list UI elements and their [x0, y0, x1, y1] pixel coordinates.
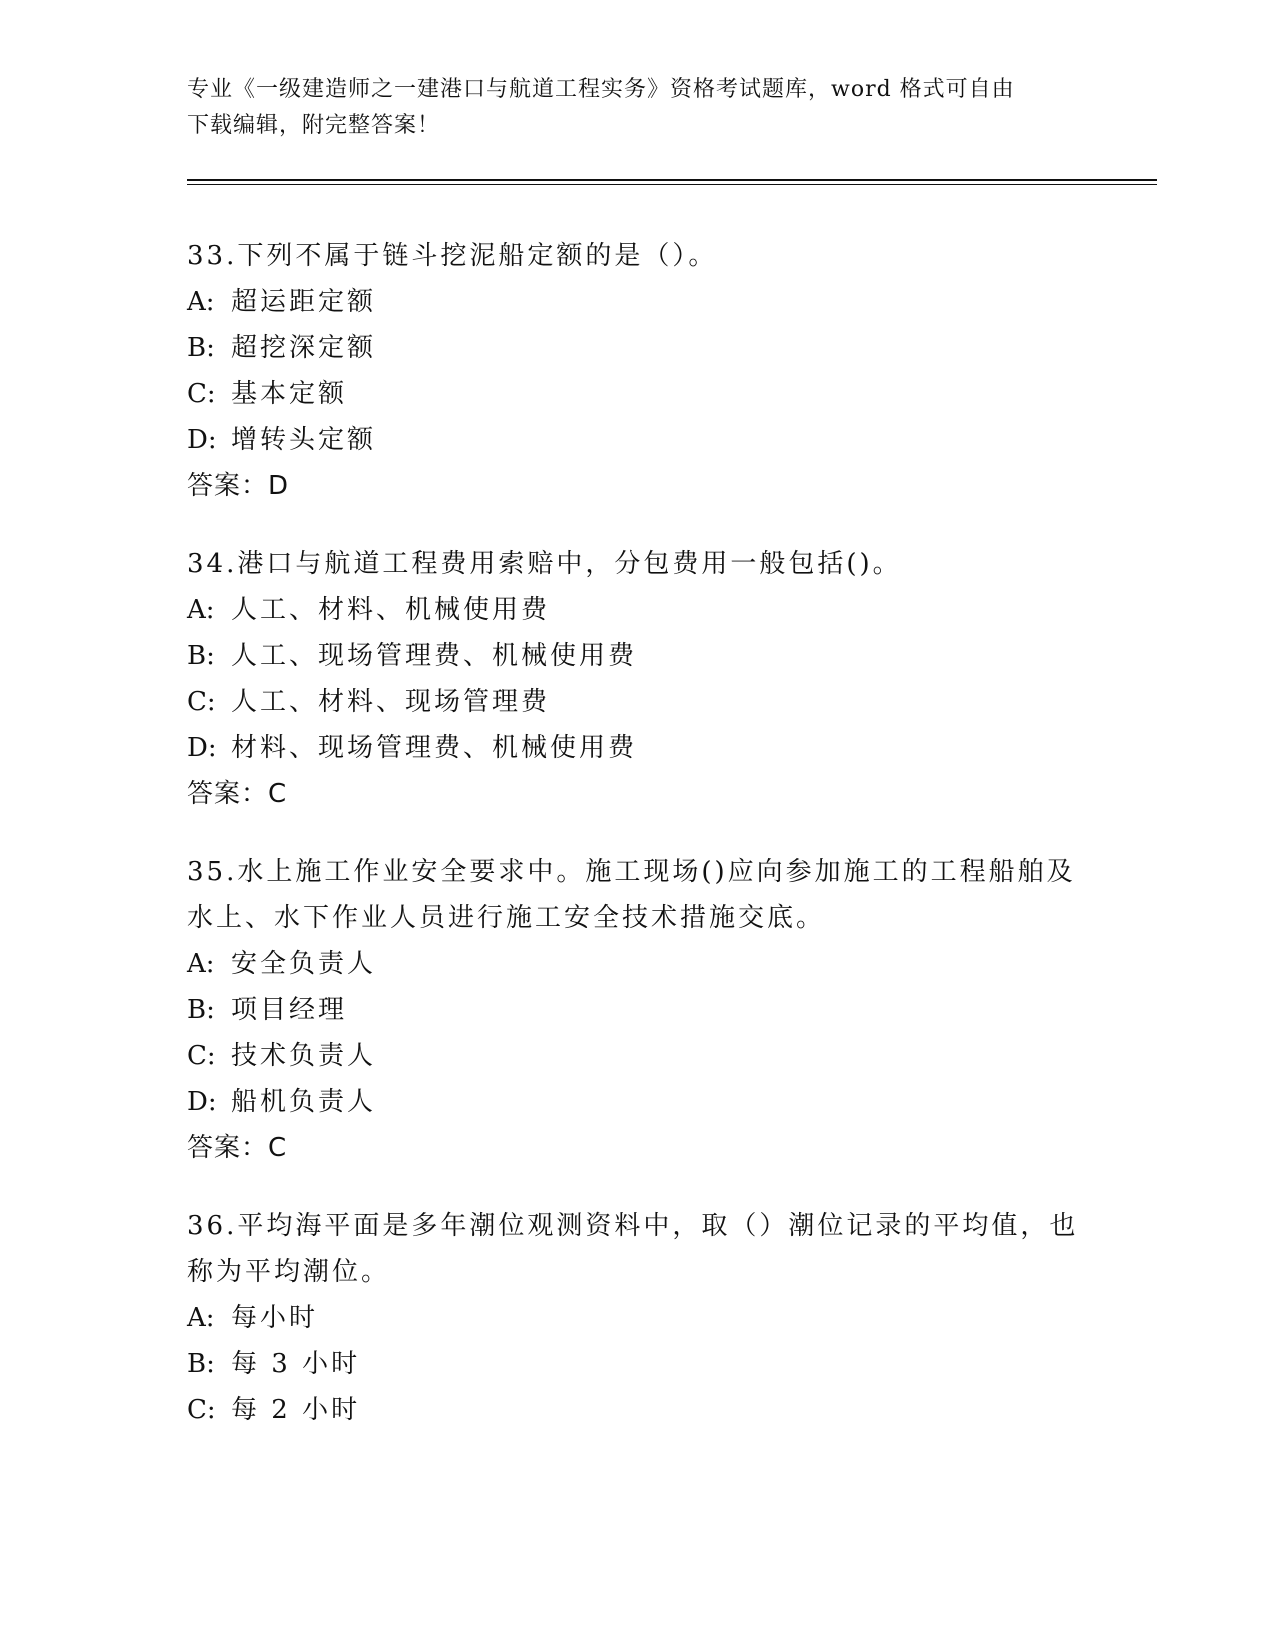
option-text: 项目经理: [231, 995, 348, 1025]
option-a: [187, 587, 1087, 633]
option-a: [187, 279, 1087, 325]
question-35: [187, 849, 1087, 1171]
option-text: 船机负责人: [231, 1087, 377, 1117]
question-text: 33.下列不属于链斗挖泥船定额的是（）。: [187, 241, 718, 271]
header-divider-thick: [187, 179, 1157, 181]
option-label: B:: [187, 995, 215, 1025]
option-label: D:: [187, 733, 217, 763]
option-text: 每 3 小时: [231, 1349, 361, 1379]
option-label: C:: [187, 1395, 216, 1425]
option-text: 安全负责人: [231, 949, 377, 979]
header-line-1: 专业《一级建造师之一建港口与航道工程实务》资格考试题库，word 格式可自由: [187, 77, 1015, 102]
option-b: [187, 325, 1087, 371]
option-b: [187, 987, 1087, 1033]
question-34: [187, 541, 1087, 817]
document-header: [187, 72, 1087, 144]
header-line-2: 下载编辑，附完整答案！: [187, 113, 441, 138]
option-text: 材料、现场管理费、机械使用费: [231, 733, 638, 763]
option-d: [187, 1079, 1087, 1125]
option-b: [187, 1341, 1087, 1387]
option-label: C:: [187, 687, 216, 717]
option-text: 超运距定额: [231, 287, 377, 317]
option-c: [187, 679, 1087, 725]
option-label: A:: [187, 949, 215, 979]
option-text: 每 2 小时: [231, 1395, 361, 1425]
option-label: A:: [187, 1303, 215, 1333]
question-text-line-2: 水上、水下作业人员进行施工安全技术措施交底。: [187, 903, 826, 933]
option-label: C:: [187, 1041, 216, 1071]
question-36: [187, 1203, 1087, 1433]
answer-text: 答案：C: [187, 1133, 288, 1163]
option-d: [187, 417, 1087, 463]
option-label: A:: [187, 287, 215, 317]
question-text-line-1: 36.平均海平面是多年潮位观测资料中，取（）潮位记录的平均值，也: [187, 1211, 1079, 1241]
question-text: 34.港口与航道工程费用索赔中，分包费用一般包括()。: [187, 549, 902, 579]
question-list: [187, 233, 1087, 1465]
option-label: D:: [187, 425, 217, 455]
option-text: 人工、材料、机械使用费: [231, 595, 551, 625]
option-text: 人工、材料、现场管理费: [231, 687, 551, 717]
option-c: [187, 1387, 1087, 1433]
option-label: B:: [187, 333, 215, 363]
option-label: C:: [187, 379, 216, 409]
question-text-line-1: 35.水上施工作业安全要求中。施工现场()应向参加施工的工程船舶及: [187, 857, 1076, 887]
question-text-line-2: 称为平均潮位。: [187, 1257, 391, 1287]
option-label: B:: [187, 641, 215, 671]
question-33: [187, 233, 1087, 509]
option-text: 基本定额: [231, 379, 348, 409]
option-text: 增转头定额: [231, 425, 377, 455]
option-text: 每小时: [231, 1303, 319, 1333]
option-d: [187, 725, 1087, 771]
option-text: 人工、现场管理费、机械使用费: [231, 641, 638, 671]
option-text: 超挖深定额: [231, 333, 377, 363]
option-c: [187, 371, 1087, 417]
option-a: [187, 1295, 1087, 1341]
answer-text: 答案：C: [187, 779, 288, 809]
option-label: B:: [187, 1349, 215, 1379]
option-text: 技术负责人: [231, 1041, 377, 1071]
option-label: D:: [187, 1087, 217, 1117]
option-label: A:: [187, 595, 215, 625]
option-b: [187, 633, 1087, 679]
answer-text: 答案：D: [187, 471, 290, 501]
option-a: [187, 941, 1087, 987]
option-c: [187, 1033, 1087, 1079]
header-divider-thin: [187, 184, 1157, 185]
